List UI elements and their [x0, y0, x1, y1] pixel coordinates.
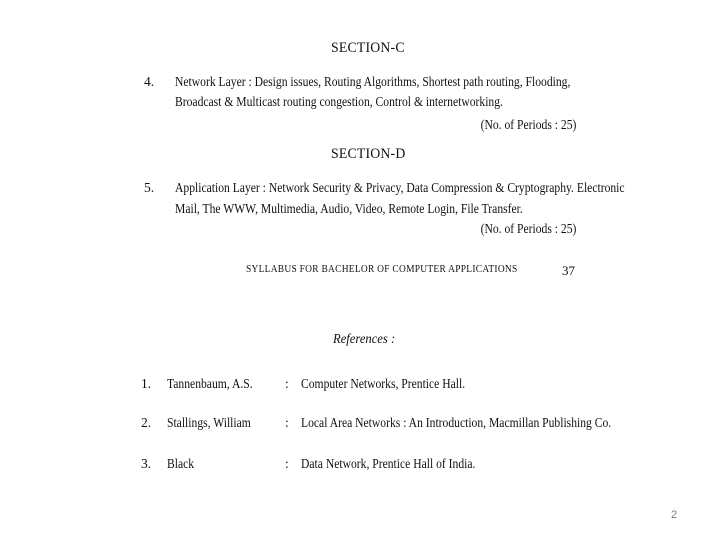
- section-d-heading: SECTION-D: [331, 146, 406, 162]
- syllabus-footer-title: SYLLABUS FOR BACHELOR OF COMPUTER APPLICATIONS: [246, 264, 518, 275]
- reference-2-author: Stallings, William: [167, 415, 251, 430]
- section-c-heading: SECTION-C: [331, 40, 405, 56]
- reference-1-number: 1.: [141, 376, 152, 391]
- reference-1-author: Tannenbaum, A.S.: [167, 376, 253, 391]
- item-5-line-2: Mail, The WWW, Multimedia, Audio, Video, Remote Login, File Transfer.: [175, 201, 523, 216]
- item-4-periods: (No. of Periods : 25): [480, 117, 576, 132]
- syllabus-page-number: 37: [562, 263, 575, 278]
- item-5-periods: (No. of Periods : 25): [480, 221, 576, 236]
- reference-1-title: Computer Networks, Prentice Hall.: [301, 376, 466, 391]
- reference-2-colon: :: [285, 415, 289, 430]
- item-4-line-2: Broadcast & Multicast routing congestion, Control & internetworking.: [175, 94, 503, 109]
- references-title: References :: [333, 332, 396, 347]
- reference-1-colon: :: [285, 376, 289, 391]
- slide-number: 2: [671, 509, 678, 521]
- item-4-number: 4.: [144, 74, 155, 89]
- item-4-line-1: Network Layer : Design issues, Routing Algorithms, Shortest path routing, Flooding,: [175, 74, 571, 89]
- item-5-number: 5.: [144, 180, 155, 195]
- reference-3-title: Data Network, Prentice Hall of India.: [301, 456, 476, 471]
- reference-3-colon: :: [285, 456, 289, 471]
- item-5-line-1: Application Layer : Network Security & Privacy, Data Compression & Cryptography. Electronic: [175, 180, 625, 195]
- reference-3-number: 3.: [141, 456, 152, 471]
- reference-3-author: Black: [167, 456, 195, 471]
- reference-2-title: Local Area Networks : An Introduction, Macmillan Publishing Co.: [301, 415, 612, 430]
- reference-2-number: 2.: [141, 415, 152, 430]
